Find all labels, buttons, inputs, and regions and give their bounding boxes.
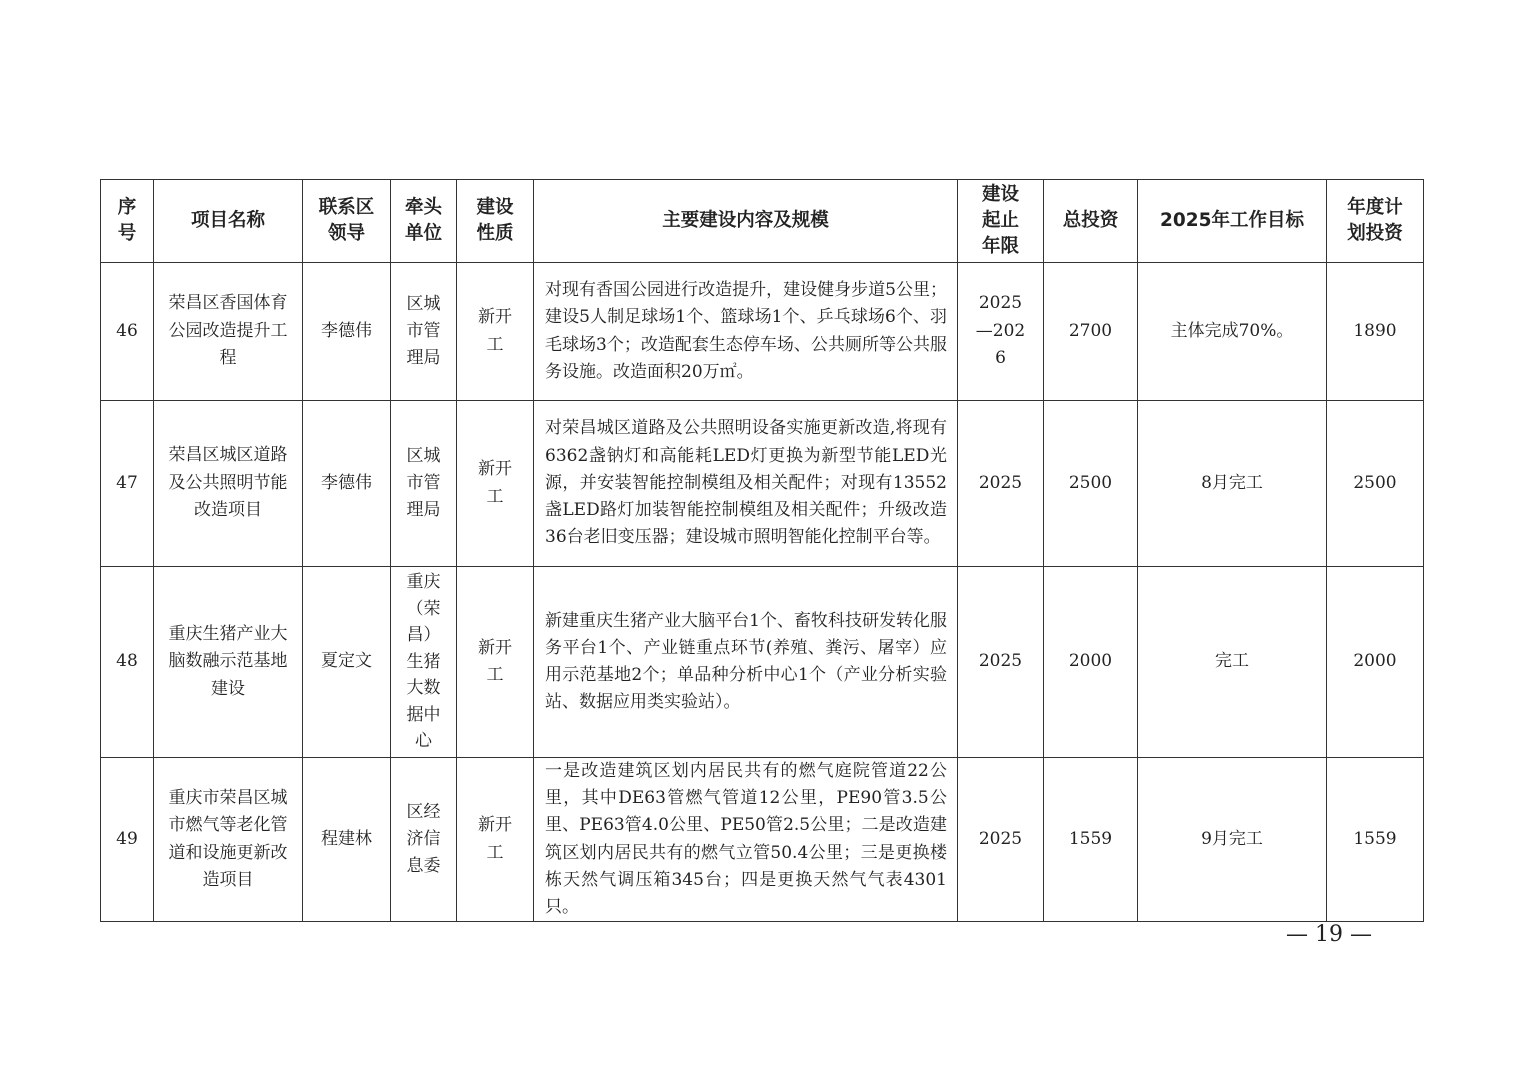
- header-leader: 联系区领导: [303, 180, 391, 263]
- header-unit: 牵头单位: [391, 180, 457, 263]
- cell-target: 主体完成70%。: [1138, 263, 1327, 401]
- cell-total: 2500: [1044, 401, 1138, 567]
- cell-target: 8月完工: [1138, 401, 1327, 567]
- cell-nature: 新开工: [457, 401, 534, 567]
- cell-leader: 程建林: [303, 758, 391, 922]
- page-number: — 19 —: [1286, 922, 1372, 947]
- cell-period: 2025—2026: [958, 263, 1044, 401]
- cell-project-name: 重庆生猪产业大脑数融示范基地建设: [154, 567, 303, 758]
- header-target: 2025年工作目标: [1138, 180, 1327, 263]
- cell-project-name: 荣昌区城区道路及公共照明节能改造项目: [154, 401, 303, 567]
- header-total: 总投资: [1044, 180, 1138, 263]
- cell-target: 完工: [1138, 567, 1327, 758]
- cell-nature: 新开工: [457, 263, 534, 401]
- cell-nature: 新开工: [457, 758, 534, 922]
- cell-leader: 李德伟: [303, 263, 391, 401]
- cell-content: 新建重庆生猪产业大脑平台1个、畜牧科技研发转化服务平台1个、产业链重点环节(养殖、粪污、屠宰）应用示范基地2个；单品种分析中心1个（产业分析实验站、数据应用类实验站）。: [534, 567, 958, 758]
- header-seq: 序号: [101, 180, 154, 263]
- cell-seq: 49: [101, 758, 154, 922]
- table-row: [101, 263, 1424, 401]
- header-name: 项目名称: [154, 180, 303, 263]
- cell-project-name: 荣昌区香国体育公园改造提升工程: [154, 263, 303, 401]
- cell-seq: 48: [101, 567, 154, 758]
- project-table: [100, 179, 1424, 922]
- table-row: [101, 567, 1424, 758]
- cell-annual: 1559: [1327, 758, 1424, 922]
- cell-period: 2025: [958, 758, 1044, 922]
- table-row: [101, 758, 1424, 922]
- cell-target: 9月完工: [1138, 758, 1327, 922]
- cell-unit: 区城市管理局: [391, 263, 457, 401]
- cell-nature: 新开工: [457, 567, 534, 758]
- header-row: [101, 180, 1424, 263]
- cell-annual: 2000: [1327, 567, 1424, 758]
- header-content: 主要建设内容及规模: [534, 180, 958, 263]
- cell-leader: 夏定文: [303, 567, 391, 758]
- cell-content: 对荣昌城区道路及公共照明设备实施更新改造,将现有6362盏钠灯和高能耗LED灯更换为新型节能LED光源，并安装智能控制模组及相关配件；对现有13552盏LED路灯加装智能控制模组及相关配件；升级改造36台老旧变压器；建设城市照明智能化控制平台等。: [534, 401, 958, 567]
- header-annual: 年度计划投资: [1327, 180, 1424, 263]
- cell-content: 一是改造建筑区划内居民共有的燃气庭院管道22公里，其中DE63管燃气管道12公里，PE90管3.5公里、PE63管4.0公里、PE50管2.5公里；二是改造建筑区划内居民共有的燃气立管50.4公里；三是更换楼栋天然气调压箱345台；四是更换天然气气表4301只。: [534, 758, 958, 922]
- header-nature: 建设性质: [457, 180, 534, 263]
- header-period: 建设起止年限: [958, 180, 1044, 263]
- cell-seq: 46: [101, 263, 154, 401]
- cell-total: 1559: [1044, 758, 1138, 922]
- cell-annual: 2500: [1327, 401, 1424, 567]
- cell-total: 2700: [1044, 263, 1138, 401]
- cell-leader: 李德伟: [303, 401, 391, 567]
- cell-unit: 区城市管理局: [391, 401, 457, 567]
- cell-total: 2000: [1044, 567, 1138, 758]
- cell-project-name: 重庆市荣昌区城市燃气等老化管道和设施更新改造项目: [154, 758, 303, 922]
- cell-content: 对现有香国公园进行改造提升，建设健身步道5公里；建设5人制足球场1个、篮球场1个、乒乓球场6个、羽毛球场3个；改造配套生态停车场、公共厕所等公共服务设施。改造面积20万㎡。: [534, 263, 958, 401]
- cell-unit: 区经济信息委: [391, 758, 457, 922]
- cell-period: 2025: [958, 567, 1044, 758]
- table-row: [101, 401, 1424, 567]
- cell-period: 2025: [958, 401, 1044, 567]
- cell-annual: 1890: [1327, 263, 1424, 401]
- cell-seq: 47: [101, 401, 154, 567]
- cell-unit: 重庆（荣昌）生猪大数据中心: [391, 567, 457, 758]
